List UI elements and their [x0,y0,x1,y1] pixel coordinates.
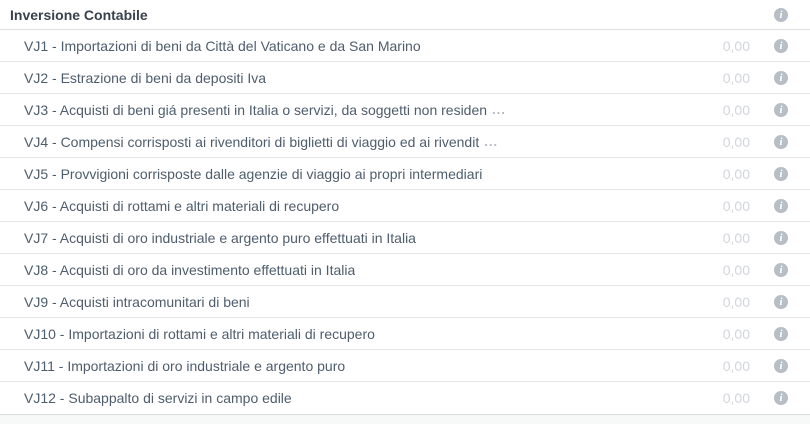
row-value[interactable]: 0,00 [722,229,750,246]
table-row[interactable] [0,94,810,126]
row-value[interactable]: 0,00 [722,133,750,150]
row-value[interactable]: 0,00 [722,293,750,310]
row-label: VJ5 - Provvigioni corrisposte dalle agenzie di viaggio ai propri intermediari [24,165,483,182]
info-icon[interactable]: i [774,391,788,405]
info-icon[interactable]: i [774,8,788,22]
table-row[interactable] [0,350,810,382]
info-icon[interactable]: i [774,199,788,213]
row-label: VJ10 - Importazioni di rottami e altri materiali di recupero [24,325,375,342]
row-value[interactable]: 0,00 [722,357,750,374]
table-row[interactable] [0,126,810,158]
row-label: VJ3 - Acquisti di beni giá presenti in Italia o servizi, da soggetti non residen [24,101,488,118]
table-row[interactable] [0,30,810,62]
row-value[interactable]: 0,00 [722,390,750,406]
table-row[interactable] [0,286,810,318]
info-icon[interactable]: i [774,71,788,85]
row-value[interactable]: 0,00 [722,325,750,342]
row-value[interactable]: 0,00 [722,101,750,118]
row-label: VJ7 - Acquisti di oro industriale e argento puro effettuati in Italia [24,229,416,246]
section-title: Inversione Contabile [10,6,148,23]
table-row[interactable] [0,62,810,94]
info-icon[interactable]: i [774,135,788,149]
row-label: VJ1 - Importazioni di beni da Città del Vaticano e da San Marino [24,37,421,54]
row-value[interactable]: 0,00 [722,261,750,278]
info-icon[interactable]: i [774,295,788,309]
row-value[interactable]: 0,00 [722,165,750,182]
info-icon[interactable]: i [774,359,788,373]
section-header-row [0,0,810,30]
row-label: VJ11 - Importazioni di oro industriale e argento puro [24,357,346,374]
table-row[interactable] [0,158,810,190]
truncation-ellipsis: ... [492,102,506,117]
table-row[interactable] [0,318,810,350]
table-row[interactable] [0,190,810,222]
truncation-ellipsis: ... [484,134,499,149]
info-icon[interactable]: i [774,327,788,341]
row-value[interactable]: 0,00 [722,37,750,54]
row-label: VJ9 - Acquisti intracomunitari di beni [24,293,250,310]
row-label: VJ4 - Compensi corrisposti ai rivenditori di biglietti di viaggio ed ai rivendit [24,133,480,150]
info-icon[interactable]: i [774,103,788,117]
info-icon[interactable]: i [774,231,788,245]
table-row[interactable] [0,254,810,286]
info-icon[interactable]: i [774,167,788,181]
table-row[interactable] [0,222,810,254]
table-body [0,30,810,414]
table-row[interactable] [0,382,810,414]
info-icon[interactable]: i [774,39,788,53]
row-label: VJ8 - Acquisti di oro da investimento effettuati in Italia [24,261,356,278]
row-value[interactable]: 0,00 [722,69,750,86]
row-label: VJ12 - Subappalto di servizi in campo edile [24,390,292,406]
info-icon[interactable]: i [774,263,788,277]
row-label: VJ6 - Acquisti di rottami e altri materiali di recupero [24,197,340,214]
row-label: VJ2 - Estrazione di beni da depositi Iva [24,69,267,86]
row-value[interactable]: 0,00 [722,197,750,214]
